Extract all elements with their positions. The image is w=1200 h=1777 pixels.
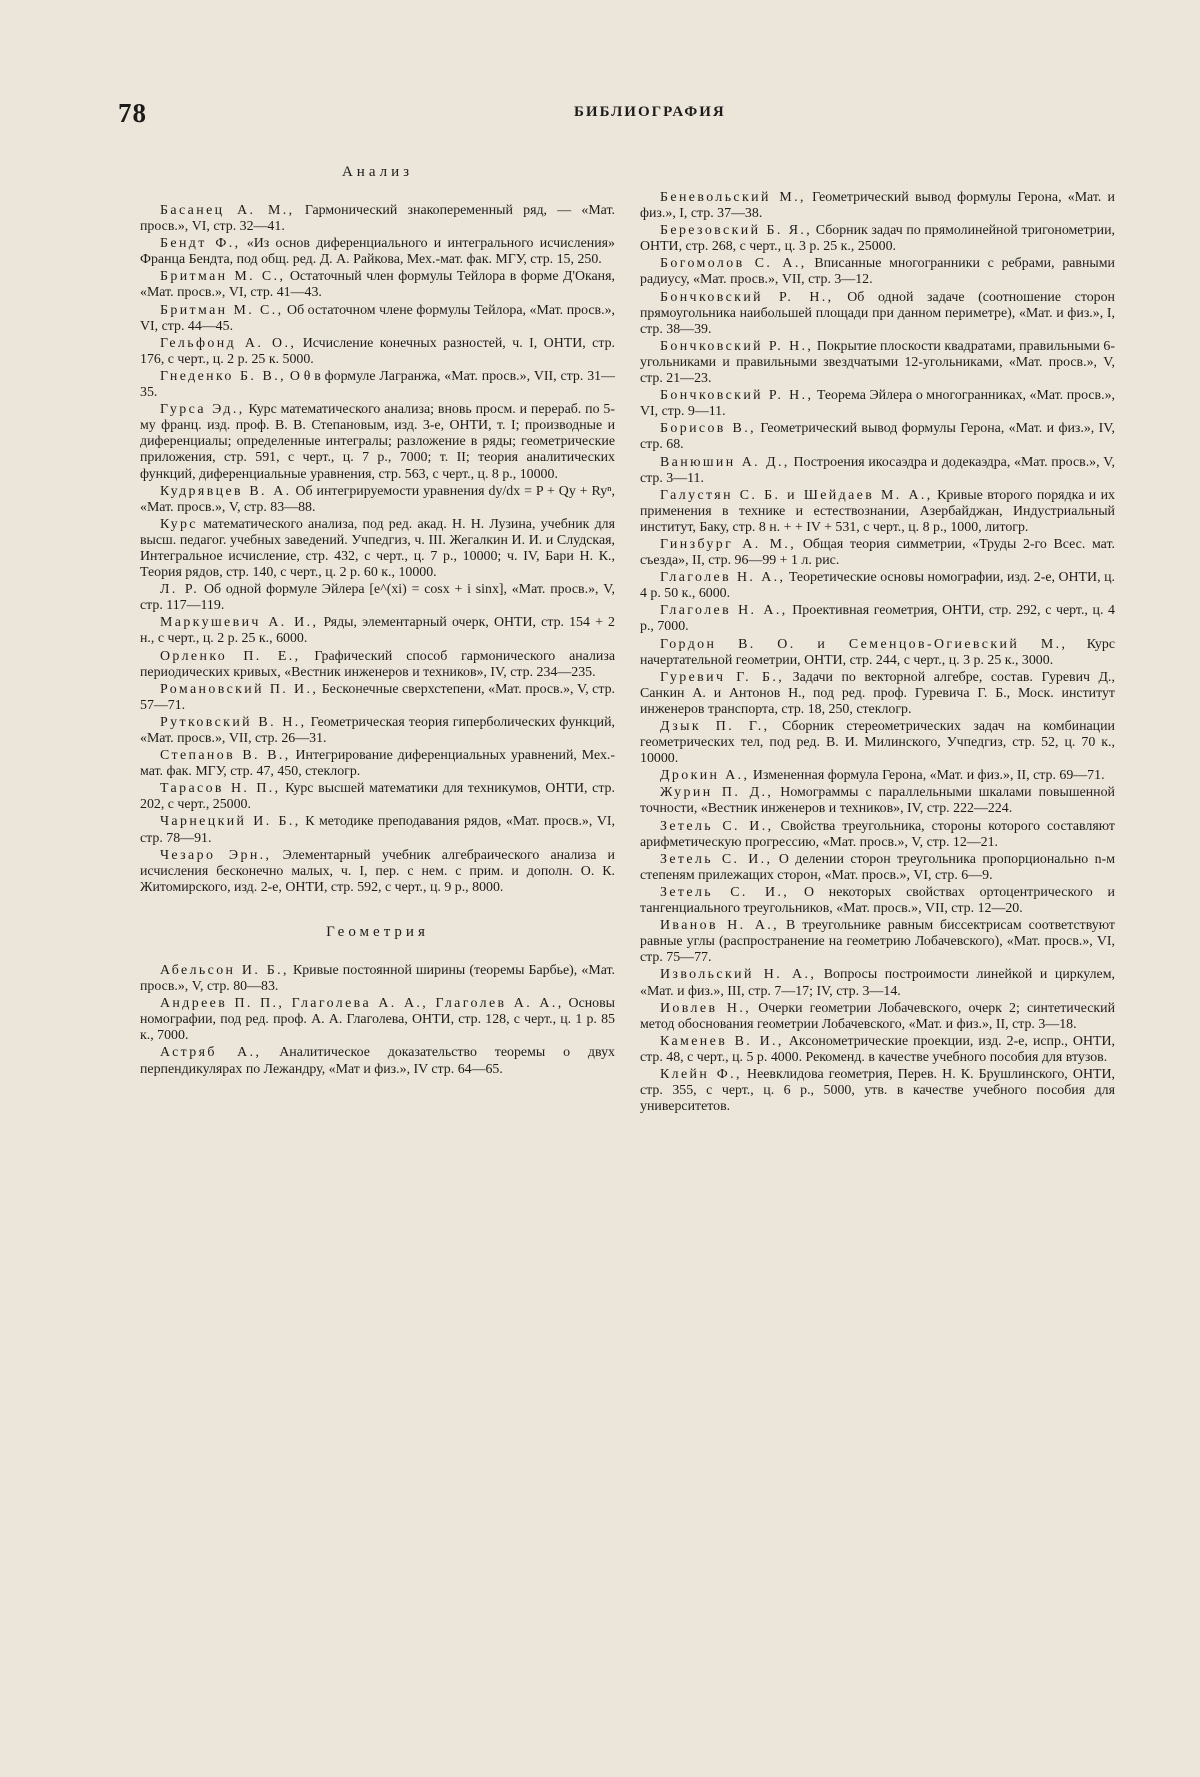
- entry-text: Покрытие плоскости квадратами, правильными 6-угольниками и правильными звездчатыми 12-угольниками, «Мат. просв.», V, стр. 21—23.: [640, 338, 1115, 387]
- entry-author: Астряб А.,: [160, 1045, 262, 1061]
- section-title-geometry: Геометрия: [326, 923, 429, 940]
- bibliography-entry: [140, 996, 615, 1044]
- entry-text: Вписанные многогранники с ребрами, равными радиусу, «Мат. просв.», VII, стр. 3—12.: [640, 256, 1115, 288]
- entry-text: О θ в формуле Лагранжа, «Мат. просв.», VII, стр. 31—35.: [140, 368, 615, 401]
- entry-author: Ванюшин А. Д.,: [660, 454, 790, 470]
- bibliography-entry: [640, 223, 1115, 255]
- entry-author: Чарнецкий И. Б.,: [160, 814, 301, 830]
- entry-author: Богомолов С. А.,: [660, 256, 807, 272]
- entry-text: Курс математического анализа; вновь просм. и перераб. по 5-му франц. изд. проф. В. В. Степановым, изд. 3-е, ОНТИ, т. I; производные и диференциалы; определенные интегралы; разложение в ряды; геометрические приложения, стр. 591, с черт., ц. 7 р., 7000; т. II; теория аналитических функций, диференциальные уравнения, стр. 563, с черт., ц. 8 р., 10000.: [140, 402, 615, 482]
- entry-author: Гуревич Г. Б.,: [660, 669, 785, 685]
- entry-author: Бончковский Р. Н.,: [660, 289, 834, 305]
- entry-author: Бритман М. С.,: [160, 302, 284, 318]
- bibliography-entry: [140, 715, 615, 747]
- entry-author: Абельсон И. Б.,: [160, 962, 289, 978]
- entry-author: Беневольский М.,: [660, 190, 806, 205]
- bibliography-entry: [640, 488, 1115, 536]
- entry-text: Ряды, элементарный очерк, ОНТИ, стр. 154 + 2 н., с черт., ц. 2 р. 25 к., 6000.: [140, 615, 615, 647]
- bibliography-entry: [140, 615, 615, 647]
- right-column: [640, 190, 1115, 1116]
- bibliography-entry: [640, 570, 1115, 602]
- entry-author: Тарасов Н. П.,: [160, 781, 281, 797]
- entry-text: Геометрический вывод формулы Герона, «Мат. и физ.», I, стр. 37—38.: [640, 190, 1115, 222]
- entry-author: Березовский Б. Я.,: [660, 223, 813, 239]
- entry-text: Очерки геометрии Лобачевского, очерк 2; синтетический метод обоснования геометрии Лобачевского, «Мат. и физ.», II, стр. 3—18.: [640, 1000, 1116, 1032]
- page-number: 78: [118, 98, 147, 128]
- entry-author: Курс: [160, 516, 198, 532]
- bibliography-entry: [640, 1001, 1115, 1033]
- bibliography-entry: [140, 236, 615, 268]
- entry-text: Аналитическое доказательство теоремы о двух перпендикулярах по Лежандру, «Мат и физ.», IV стр. 64—65.: [140, 1045, 615, 1077]
- entry-author: Каменев В. И.,: [660, 1033, 784, 1049]
- bibliography-entry: [140, 369, 615, 401]
- bibliography-entry: [140, 1045, 615, 1077]
- entry-author: Иванов Н. А.,: [660, 918, 780, 934]
- entry-text: В треугольнике равным биссектрисам соответствуют равные углы (распространение на геометрию Лобачевского), «Мат. просв.», VI, стр. 75—77.: [640, 918, 1115, 966]
- entry-author: Дзык П. Г.,: [660, 719, 770, 734]
- entry-text: «Из основ диференциального и интегрального исчисления» Франца Бендта, под общ. ред. Д. А. Райкова, Мех.-мат. фак. МГУ, стр. 15, 250.: [140, 236, 615, 268]
- bibliography-entry: [640, 388, 1115, 420]
- entry-text: Графический способ гармонического анализа периодических кривых, «Вестник инженеров и техников», IV, стр. 234—235.: [140, 648, 615, 680]
- bibliography-entry: [140, 781, 615, 813]
- entry-author: Андреев П. П., Глаголева А. А., Глаголев А. А.,: [160, 996, 564, 1012]
- entry-text: Бесконечные сверхстепени, «Мат. просв.», V, стр. 57—71.: [140, 681, 615, 713]
- bibliography-entry: [640, 637, 1115, 669]
- entry-text: Курс высшей математики для техникумов, ОНТИ, стр. 202, с черт., 25000.: [140, 781, 615, 813]
- entry-author: Иовлев Н.,: [660, 1000, 752, 1016]
- bibliography-entry: [140, 269, 615, 301]
- bibliography-entry: [140, 848, 615, 896]
- bibliography-entry: [140, 582, 615, 614]
- entry-text: Неевклидова геометрия, Перев. Н. К. Брушлинского, ОНТИ, стр. 355, с черт., ц. 6 р., 5000, утв. в качестве учебного пособия для университетов.: [640, 1066, 1115, 1115]
- bibliography-entry: [140, 517, 615, 581]
- entry-author: Л. Р.: [160, 582, 200, 598]
- entry-author: Рутковский В. Н.,: [160, 714, 307, 730]
- bibliography-entry: [640, 190, 1115, 222]
- bibliography-entry: [640, 421, 1115, 453]
- bibliography-entry: [140, 303, 615, 335]
- entry-author: Дрокин А.,: [660, 768, 750, 784]
- entry-text: Сборник задач по прямолинейной тригонометрии, ОНТИ, стр. 268, с черт., ц. 3 р. 25 к., 25000.: [640, 223, 1115, 255]
- bibliography-entry: [640, 785, 1115, 817]
- entry-author: Орленко П. Е.,: [160, 648, 301, 664]
- entry-text: О делении сторон треугольника пропорционально n-м степеням прилежащих сторон, «Мат. просв.», VI, стр. 6—9.: [640, 851, 1115, 883]
- running-header: БИБЛИОГРАФИЯ: [574, 104, 726, 120]
- geometry-entries: [140, 963, 615, 1078]
- bibliography-entry: [140, 682, 615, 714]
- bibliography-entry: [640, 967, 1115, 999]
- bibliography-entry: [640, 455, 1115, 487]
- entry-author: Романовский П. И.,: [160, 681, 319, 697]
- entry-text: Теорема Эйлера о многогранниках, «Мат. просв.», VI, стр. 9—11.: [640, 388, 1115, 420]
- entry-text: Измененная формула Герона, «Мат. и физ.», II, стр. 69—71.: [752, 768, 1105, 784]
- entry-author: Зетель С. И.,: [660, 884, 790, 900]
- entry-text: Задачи по векторной алгебре, состав. Гуревич Д., Санкин А. и Антонов Н., под ред. проф. Гуревича Г. Б., Моск. институт инженеров транспорта, стр. 18, 250, стеклогр.: [640, 669, 1115, 717]
- entry-author: Гинзбург А. М.,: [660, 536, 797, 552]
- entry-text: Кривые постоянной ширины (теоремы Барбье), «Мат. просв.», V, стр. 80—83.: [140, 962, 615, 995]
- entry-author: Зетель С. И.,: [660, 851, 773, 867]
- entry-text: Номограммы с параллельными шкалами повышенной точности, «Вестник инженеров и техников», IV, стр. 222—224.: [640, 785, 1115, 817]
- bibliography-entry: [140, 203, 615, 235]
- entry-author: Галустян С. Б. и Шейдаев М. А.,: [660, 487, 933, 503]
- entry-author: Бритман М. С.,: [160, 269, 286, 285]
- entry-text: Аксонометрические проекции, изд. 2-е, испр., ОНТИ, стр. 48, с черт., ц. 5 р. 4000. Рекоменд. в качестве учебного пособия для втузов.: [640, 1033, 1115, 1065]
- entry-author: Бончковский Р. Н.,: [660, 338, 814, 354]
- entry-text: Вопросы построимости линейкой и циркулем, «Мат. и физ.», III, стр. 7—17; IV, стр. 3—14.: [640, 967, 1115, 999]
- bibliography-entry: [140, 814, 615, 846]
- entry-text: Элементарный учебник алгебраического анализа и исчисления бесконечно малых, ч. I, пер. с нем. с прим. и дополн. О. К. Житомирского, изд. 2-е, ОНТИ, стр. 592, с черт., ц. 9 р., 8000.: [140, 847, 615, 895]
- bibliography-entry: [140, 748, 615, 780]
- entry-author: Гурса Эд.,: [160, 402, 245, 418]
- bibliography-entry: [640, 256, 1115, 288]
- right-column-entries: [640, 190, 1115, 1115]
- entry-text: Курс начертательной геометрии, ОНТИ, стр. 244, с черт., ц. 3 р. 25 к., 3000.: [640, 636, 1115, 668]
- entry-text: Геометрическая теория гиперболических функций, «Мат. просв.», VII, стр. 26—31.: [140, 714, 615, 746]
- entry-text: Основы номографии, под ред. проф. А. А. Глаголева, ОНТИ, стр. 128, с черт., ц. 1 р. 85 к., 7000.: [140, 996, 615, 1044]
- entry-author: Журин П. Д.,: [660, 785, 774, 801]
- bibliography-entry: [640, 1034, 1115, 1066]
- left-column: [140, 164, 615, 1079]
- bibliography-entry: [140, 336, 615, 368]
- entry-author: Гордон В. О. и Семенцов-Огиевский М.,: [660, 636, 1068, 652]
- bibliography-entry: [640, 719, 1115, 767]
- analysis-entries: [140, 203, 615, 896]
- bibliography-entry: [140, 484, 615, 516]
- bibliography-entry: [140, 402, 615, 482]
- bibliography-entry: [640, 819, 1115, 851]
- entry-text: Остаточный член формулы Тейлора в форме Д'Оканя, «Мат. просв.», VI, стр. 41—43.: [140, 269, 615, 301]
- bibliography-entry: [640, 1067, 1115, 1115]
- entry-text: математического анализа, под ред. акад. Н. Н. Лузина, учебник для высш. педагог. учебных заведений. Учпедгиз, ч. III. Жегалкин И. И. и Слудская, Интегральное исчисление, стр. 432, с черт., ц. 7 р., 10000; ч. IV, Бари Н. К., Теория рядов, стр. 140, с черт., ц. 2 р. 60 к., 10000.: [140, 516, 615, 581]
- entry-author: Клейн Ф.,: [660, 1066, 742, 1082]
- entry-author: Бендт Ф.,: [160, 236, 241, 252]
- bibliography-entry: [640, 852, 1115, 884]
- entry-text: Свойства треугольника, стороны которого составляют арифметическую прогрессию, «Мат. просв.», V, стр. 12—21.: [640, 818, 1115, 850]
- entry-author: Извольский Н. А.,: [660, 967, 817, 983]
- bibliography-entry: [640, 670, 1115, 718]
- entry-text: К методике преподавания рядов, «Мат. просв.», VI, стр. 78—91.: [140, 814, 615, 846]
- entry-text: Исчисление конечных разностей, ч. I, ОНТИ, стр. 176, с черт., ц. 2 р. 25 к. 5000.: [140, 335, 615, 367]
- entry-text: Об одной формуле Эйлера [e^(xi) = cosx + i sinx], «Мат. просв.», V, стр. 117—119.: [140, 582, 615, 614]
- entry-text: Сборник стереометрических задач на комбинации геометрических тел, под ред. В. И. Милинского, Учпедгиз, стр. 52, ц. 70 к., 10000.: [640, 719, 1115, 767]
- entry-author: Кудрявцев В. А.: [160, 483, 292, 499]
- entry-text: Интегрирование диференциальных уравнений, Мех.-мат. фак. МГУ, стр. 47, 450, стеклогр.: [140, 748, 615, 780]
- entry-text: Построения икосаэдра и додекаэдра, «Мат. просв.», V, стр. 3—11.: [640, 454, 1115, 486]
- entry-author: Басанец А. М.,: [160, 203, 295, 218]
- bibliography-entry: [140, 649, 615, 681]
- entry-author: Глаголев Н. А.,: [660, 570, 786, 586]
- entry-text: О некоторых свойствах ортоцентрического и тангенциального треугольников, «Мат. просв.», VII, стр. 12—20.: [640, 884, 1115, 917]
- entry-author: Зетель С. И.,: [660, 818, 774, 834]
- bibliography-entry: [140, 963, 615, 995]
- entry-text: Геометрический вывод формулы Герона, «Мат. и физ.», IV, стр. 68.: [640, 421, 1115, 453]
- entry-author: Степанов В. В.,: [160, 748, 291, 764]
- entry-author: Гнеденко Б. В.,: [160, 368, 286, 384]
- entry-text: Общая теория симметрии, «Труды 2-го Всес. мат. съезда», II, стр. 96—99 + 1 л. рис.: [640, 536, 1115, 569]
- entry-text: Проективная геометрия, ОНТИ, стр. 292, с черт., ц. 4 р., 7000.: [640, 603, 1115, 635]
- entry-text: Об одной задаче (соотношение сторон прямоугольника наибольшей площади при данном периметре), «Мат. и физ.», I, стр. 38—39.: [640, 289, 1115, 337]
- entry-text: Об интегрируемости уравнения dy/dx = P + Qy + Ryⁿ, «Мат. просв.», V, стр. 83—88.: [140, 483, 615, 515]
- entry-author: Маркушевич А. И.,: [160, 615, 319, 631]
- bibliography-entry: [640, 768, 1115, 784]
- entry-text: Гармонический знакопеременный ряд, — «Мат. просв.», VI, стр. 32—41.: [140, 203, 615, 235]
- entry-author: Глаголев Н. А.,: [660, 603, 788, 619]
- bibliography-entry: [640, 885, 1115, 917]
- bibliography-entry: [640, 918, 1115, 966]
- section-title-analysis: Анализ: [341, 164, 414, 180]
- entry-author: Чезаро Эрн.,: [160, 847, 272, 863]
- bibliography-entry: [640, 603, 1115, 635]
- entry-author: Гельфонд А. О.,: [160, 335, 297, 351]
- entry-text: Теоретические основы номографии, изд. 2-е, ОНТИ, ц. 4 р. 50 к., 6000.: [640, 570, 1115, 602]
- entry-text: Кривые второго порядка и их применения в технике и естествознании, Азербайджан, Индустриальный институт, Баку, стр. 8 н. + + IV + 531, с черт., ц. 8 р., 1000, литогр.: [640, 487, 1115, 535]
- entry-text: Об остаточном члене формулы Тейлора, «Мат. просв.», VI, стр. 44—45.: [140, 302, 615, 334]
- entry-author: Борисов В.,: [660, 421, 756, 437]
- entry-author: Бончковский Р. Н.,: [660, 388, 814, 404]
- bibliography-entry: [640, 339, 1115, 387]
- bibliography-entry: [640, 537, 1115, 569]
- bibliography-entry: [640, 290, 1115, 338]
